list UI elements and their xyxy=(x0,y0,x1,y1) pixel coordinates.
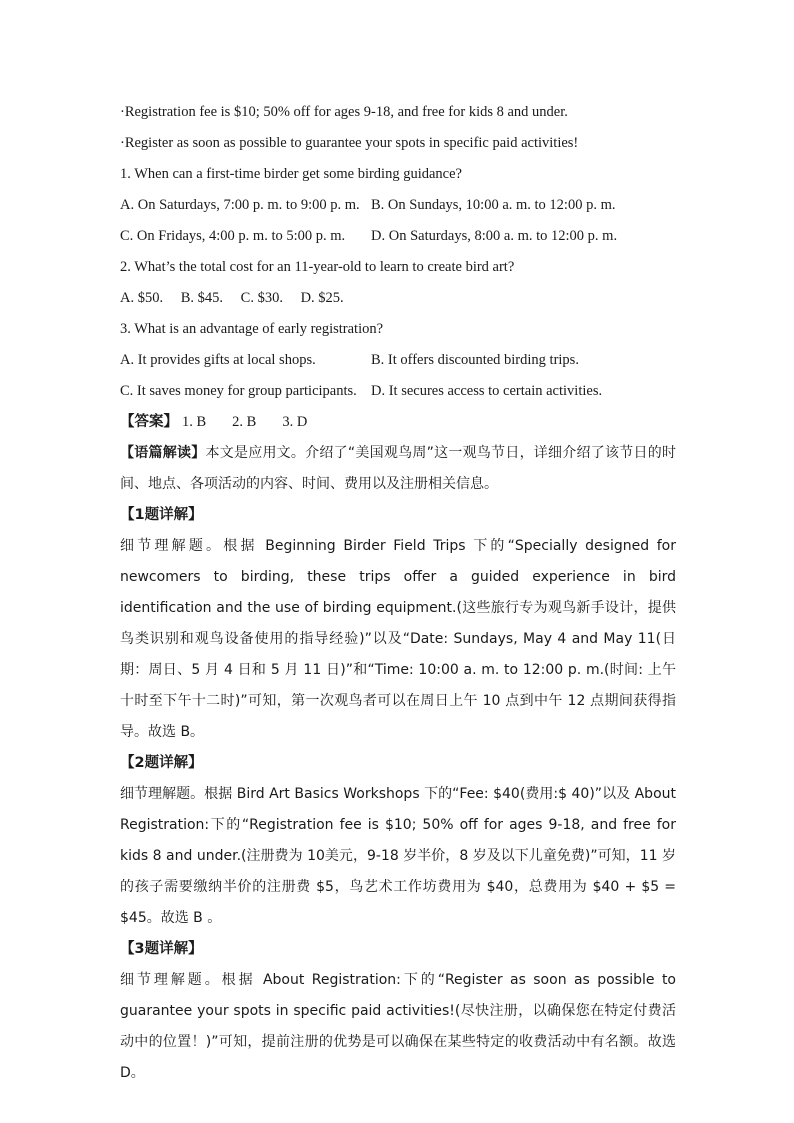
q3-option-c: C. It saves money for group participants. xyxy=(120,383,357,399)
q1-option-a: A. On Saturdays, 7:00 p. m. to 9:00 p. m. xyxy=(120,197,360,213)
q2-option-c: C. $30. xyxy=(240,290,283,306)
explanation-1-text: 细节理解题。根据 Beginning Birder Field Trips 下的“Specially designed for newcomers to birding, these trips offer a guided experience in bird identification and the use of birding equipment.(这些旅行专为观鸟新手设计，提供鸟类识别和观鸟设备使用的指导经验)”以及“Date: Sundays, May 4 and May 11(日期：周日、5 月 4 日和 5 月 11 日)”和“Time: 10:00 a. m. to 12:00 p. m.(时间: 上午十时至下午十二时)”可知，第一次观鸟者可以在周日上午 10 点到中午 12 点期间获得指导。故选 B。 xyxy=(120,538,676,740)
answer-3: 3. D xyxy=(282,414,308,430)
explanation-2-heading: 【2题详解】 xyxy=(120,755,203,771)
q2-option-d: D. $25. xyxy=(300,290,344,306)
question-3-options-row-2 xyxy=(120,376,676,407)
explanation-2-text: 细节理解题。根据 Bird Art Basics Workshops 下的“Fee: $40(费用:$ 40)”以及 About Registration:下的“Registration fee is $10; 50% off for ages 9-18, and free for kids 8 and under.(注册费为 10美元，9-18 岁半价，8 岁及以下儿童免费)”可知，11 岁的孩子需要缴纳半价的注册费 $5，鸟艺术工作坊费用为 $40，总费用为 $40 + $5 = $45。故选 B 。 xyxy=(120,786,676,926)
q3-option-a: A. It provides gifts at local shops. xyxy=(120,352,316,368)
answer-line xyxy=(120,407,676,438)
document-body xyxy=(120,97,676,1089)
reading-label: 【语篇解读】 xyxy=(120,445,206,461)
answer-2: 2. B xyxy=(232,414,257,430)
question-2-stem: 2. What’s the total cost for an 11-year-old to learn to create bird art? xyxy=(120,259,515,275)
explanation-3-text: 细节理解题。根据 About Registration:下的“Register as soon as possible to guarantee your spots in specific paid activities!(尽快注册，以确保您在特定付费活动中的位置！)”可知，提前注册的优势是可以确保在某些特定的收费活动中有名额。故选 D。 xyxy=(120,972,676,1081)
question-3-options-row-1 xyxy=(120,345,676,376)
q1-option-d: D. On Saturdays, 8:00 a. m. to 12:00 p. m. xyxy=(371,228,618,244)
question-2-options xyxy=(120,283,676,314)
reading-text: 本文是应用文。介绍了“美国观鸟周”这一观鸟节日，详细介绍了该节日的时间、地点、各项活动的内容、时间、费用以及注册相关信息。 xyxy=(120,445,676,492)
question-1-options-row-2 xyxy=(120,221,676,252)
q1-option-c: C. On Fridays, 4:00 p. m. to 5:00 p. m. xyxy=(120,228,346,244)
question-1-options-row-1 xyxy=(120,190,676,221)
q2-option-a: A. $50. xyxy=(120,290,164,306)
question-1-stem: 1. When can a first-time birder get some birding guidance? xyxy=(120,166,462,182)
q2-option-b: B. $45. xyxy=(180,290,224,306)
q3-option-d: D. It secures access to certain activities. xyxy=(371,383,603,399)
question-3-stem: 3. What is an advantage of early registration? xyxy=(120,321,384,337)
reading-analysis xyxy=(120,438,676,500)
answer-label: 【答案】 xyxy=(120,414,178,430)
q1-option-b: B. On Sundays, 10:00 a. m. to 12:00 p. m. xyxy=(371,197,616,213)
answer-1: 1. B xyxy=(182,414,207,430)
registration-fee-line: ·Registration fee is $10; 50% off for ages 9-18, and free for kids 8 and under. xyxy=(120,104,568,120)
q3-option-b: B. It offers discounted birding trips. xyxy=(371,352,579,368)
explanation-1-heading: 【1题详解】 xyxy=(120,507,203,523)
register-early-line: ·Register as soon as possible to guarantee your spots in specific paid activities! xyxy=(120,135,579,151)
explanation-3-heading: 【3题详解】 xyxy=(120,941,203,957)
